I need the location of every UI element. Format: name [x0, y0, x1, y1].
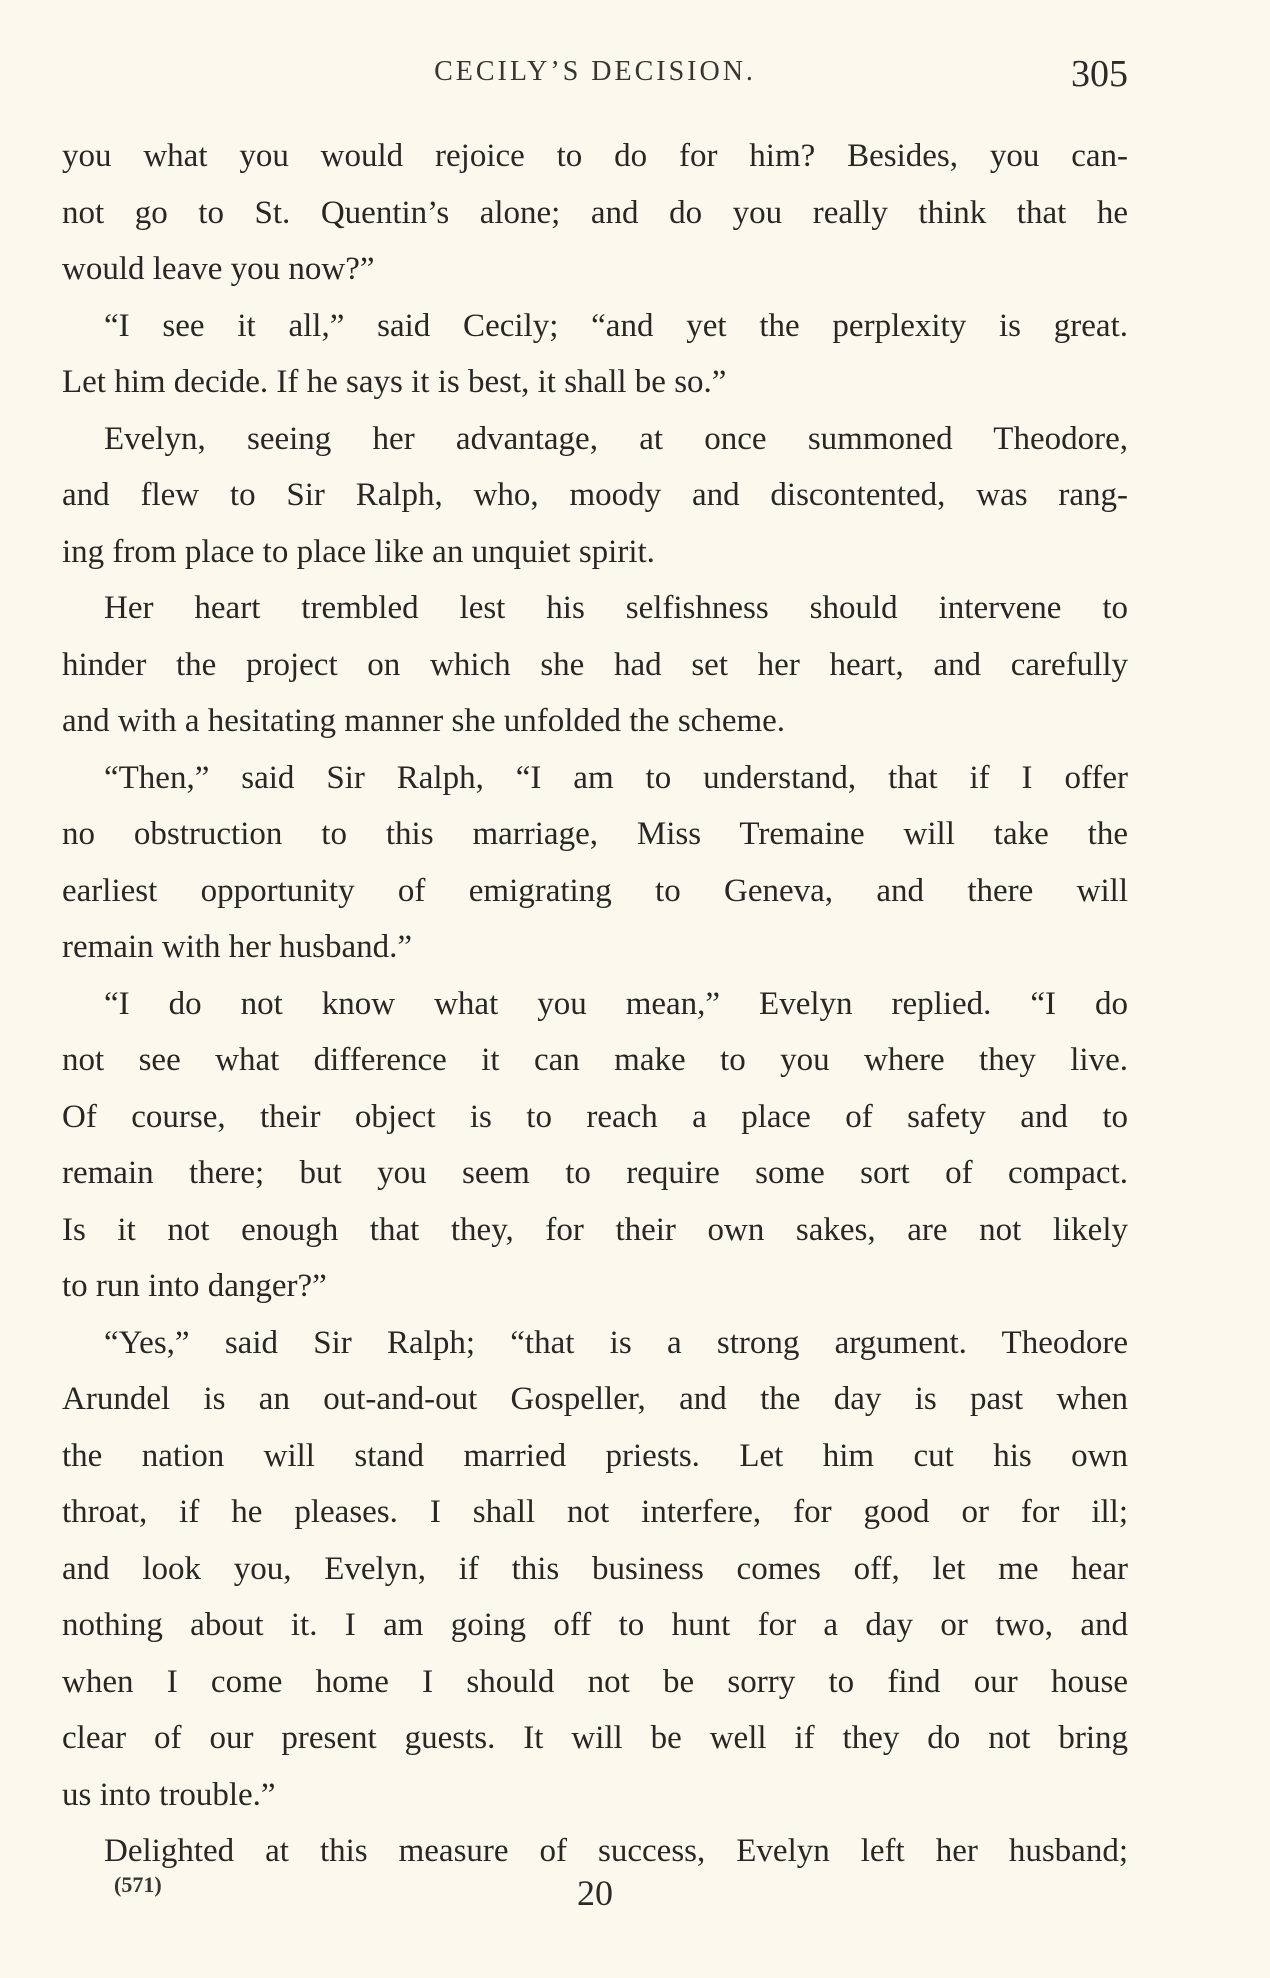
- text-line: Delighted at this measure of success, Evelyn left her husband;: [104, 1833, 1128, 1869]
- text-line: not see what difference it can make to you where they live.: [62, 1042, 1128, 1078]
- text-line: and flew to Sir Ralph, who, moody and discontented, was rang-: [62, 477, 1128, 513]
- text-line: not go to St. Quentin’s alone; and do you really think that he: [62, 194, 1128, 231]
- text-line: “Then,” said Sir Ralph, “I am to understand, that if I offer: [104, 759, 1128, 796]
- page-number: 305: [1071, 53, 1128, 95]
- text-line: Her heart trembled lest his selfishness should intervene to: [104, 590, 1128, 626]
- page-header: [62, 52, 1128, 102]
- text-line: the nation will stand married priests. Let him cut his own: [62, 1437, 1128, 1474]
- text-line: clear of our present guests. It will be well if they do not bring: [62, 1720, 1128, 1756]
- text-line: and look you, Evelyn, if this business comes off, let me hear: [62, 1550, 1128, 1587]
- printer-mark: (571): [114, 1872, 162, 1897]
- body-text: [62, 128, 1128, 1880]
- text-line: “I do not know what you mean,” Evelyn replied. “I do: [104, 985, 1128, 1022]
- text-line: “Yes,” said Sir Ralph; “that is a strong argument. Theodore: [104, 1324, 1128, 1361]
- text-line: earliest opportunity of emigrating to Geneva, and there will: [62, 872, 1128, 909]
- text-line: and with a hesitating manner she unfolded the scheme.: [62, 703, 786, 739]
- text-line: you what you would rejoice to do for him? Besides, you can-: [62, 138, 1128, 174]
- running-title: CECILY’S DECISION.: [434, 56, 756, 87]
- text-line: no obstruction to this marriage, Miss Tremaine will take the: [62, 816, 1128, 852]
- text-line: remain there; but you seem to require some sort of compact.: [62, 1155, 1128, 1191]
- page-footer: [62, 1872, 1128, 1922]
- text-line: ing from place to place like an unquiet spirit.: [62, 533, 655, 570]
- text-line: hinder the project on which she had set her heart, and carefully: [62, 646, 1128, 683]
- text-line: to run into danger?”: [62, 1268, 327, 1304]
- text-line: would leave you now?”: [62, 251, 375, 287]
- text-line: Arundel is an out-and-out Gospeller, and the day is past when: [62, 1381, 1128, 1417]
- text-line: when I come home I should not be sorry to find our house: [62, 1663, 1128, 1700]
- text-line: Is it not enough that they, for their own sakes, are not likely: [62, 1211, 1128, 1248]
- text-line: us into trouble.”: [62, 1776, 276, 1813]
- text-line: Evelyn, seeing her advantage, at once summoned Theodore,: [104, 420, 1128, 457]
- signature-number: 20: [577, 1873, 613, 1913]
- text-line: remain with her husband.”: [62, 929, 413, 965]
- text-line: “I see it all,” said Cecily; “and yet the perplexity is great.: [104, 307, 1128, 344]
- text-line: Of course, their object is to reach a place of safety and to: [62, 1098, 1128, 1135]
- text-line: throat, if he pleases. I shall not interfere, for good or for ill;: [62, 1494, 1128, 1530]
- text-line: nothing about it. I am going off to hunt for a day or two, and: [62, 1607, 1128, 1643]
- text-line: Let him decide. If he says it is best, it shall be so.”: [62, 364, 727, 400]
